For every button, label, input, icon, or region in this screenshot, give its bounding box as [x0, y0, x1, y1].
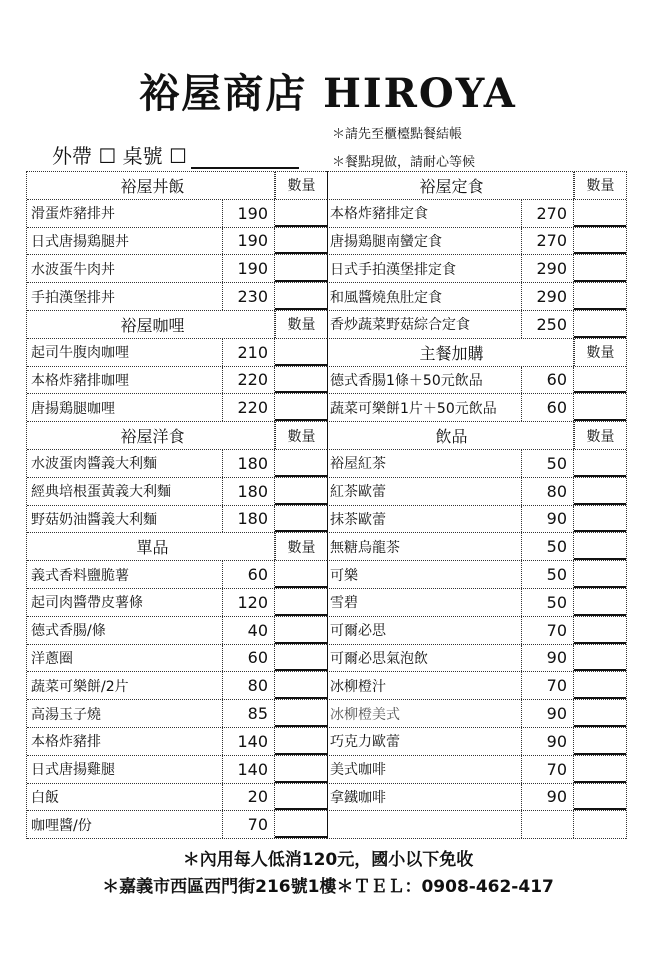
item-name: 德式香腸1條＋50元飲品: [326, 367, 522, 394]
section-title: 飲品: [326, 422, 574, 449]
quantity-blank: [275, 645, 327, 672]
quantity-header: 數量: [275, 422, 327, 449]
item-price: 140: [223, 756, 275, 783]
quantity-blank: [574, 728, 626, 755]
menu-item: [326, 561, 626, 589]
quantity-blank: [574, 311, 626, 338]
menu-item: [27, 228, 327, 256]
section-title: 裕屋洋食: [27, 422, 275, 449]
menu-item: [326, 311, 626, 339]
item-price: 210: [223, 339, 275, 366]
quantity-blank: [275, 589, 327, 616]
quantity-blank: [574, 533, 626, 560]
item-name: 日式唐揚鶏腿丼: [27, 228, 223, 255]
quantity-header: 數量: [574, 339, 626, 366]
menu-item: [27, 255, 327, 283]
section-header: [27, 533, 327, 561]
item-name: 雪碧: [326, 589, 522, 616]
item-price: 70: [223, 811, 275, 838]
menu-item: [326, 645, 626, 673]
section-title: 主餐加購: [326, 339, 574, 366]
quantity-blank: [574, 200, 626, 227]
item-name: 本格炸豬排咖哩: [27, 367, 223, 394]
section-header: [27, 311, 327, 339]
quantity-blank: [275, 450, 327, 477]
menu-item: [326, 200, 626, 228]
table-number-blank: [191, 149, 299, 169]
item-price: 90: [522, 784, 574, 811]
item-price: 290: [522, 255, 574, 282]
quantity-blank: [574, 700, 626, 727]
quantity-blank: [574, 756, 626, 783]
item-price: 230: [223, 283, 275, 310]
item-name: 拿鐵咖啡: [326, 784, 522, 811]
menu-item: [27, 589, 327, 617]
item-name: 無糖烏龍茶: [326, 533, 522, 560]
quantity-blank: [574, 255, 626, 282]
quantity-blank: [275, 506, 327, 533]
menu-item: [27, 617, 327, 645]
menu-item: [326, 756, 626, 784]
item-price: 50: [522, 589, 574, 616]
quantity-blank: [574, 478, 626, 505]
quantity-blank: [275, 367, 327, 394]
menu-item: [326, 255, 626, 283]
item-name: 日式唐揚雞腿: [27, 756, 223, 783]
item-price: 50: [522, 450, 574, 477]
section-header: [326, 339, 626, 367]
item-price: 60: [223, 561, 275, 588]
item-price: 190: [223, 228, 275, 255]
quantity-blank: [275, 228, 327, 255]
menu-item: [326, 811, 626, 839]
section-title: 裕屋咖哩: [27, 311, 275, 338]
menu-item: [326, 228, 626, 256]
menu-item: [27, 756, 327, 784]
menu-item: [326, 367, 626, 395]
item-price: 90: [522, 728, 574, 755]
item-name: 高湯玉子燒: [27, 700, 223, 727]
footer-address: ＊嘉義市西區西門街216號1樓＊ＴＥＬ：0908-462-417: [102, 877, 554, 897]
item-name: 蔬菜可樂餅/2片: [27, 672, 223, 699]
item-name: 起司肉醬帶皮薯條: [27, 589, 223, 616]
menu-item: [27, 200, 327, 228]
quantity-blank: [574, 450, 626, 477]
menu-item: [326, 617, 626, 645]
menu-item: [27, 784, 327, 812]
menu-item: [326, 728, 626, 756]
item-price: 60: [522, 367, 574, 394]
quantity-header: 數量: [275, 311, 327, 338]
item-price: 270: [522, 200, 574, 227]
item-name: [326, 811, 522, 838]
menu-item: [27, 367, 327, 395]
quantity-blank: [275, 255, 327, 282]
quantity-blank: [275, 617, 327, 644]
quantity-blank: [574, 506, 626, 533]
quantity-blank: [275, 672, 327, 699]
item-name: 可爾必思: [326, 617, 522, 644]
item-name: 本格炸豬排定食: [326, 200, 522, 227]
menu-item: [326, 478, 626, 506]
quantity-blank: [574, 672, 626, 699]
item-name: 經典培根蛋黃義大利麵: [27, 478, 223, 505]
item-name: 野菇奶油醬義大利麵: [27, 506, 223, 533]
menu-item: [326, 784, 626, 812]
section-title: 裕屋丼飯: [27, 172, 275, 199]
menu-item: [326, 450, 626, 478]
item-price: 70: [522, 617, 574, 644]
quantity-blank: [574, 784, 626, 811]
menu-item: [27, 394, 327, 422]
item-name: 水波蛋肉醬義大利麵: [27, 450, 223, 477]
item-name: 蔬菜可樂餅1片＋50元飲品: [326, 394, 522, 421]
section-title: 裕屋定食: [326, 172, 574, 199]
item-price: 270: [522, 228, 574, 255]
item-price: 70: [522, 756, 574, 783]
quantity-blank: [574, 394, 626, 421]
menu-item: [27, 506, 327, 534]
menu-right-column: [326, 171, 627, 839]
quantity-blank: [275, 339, 327, 366]
item-name: 洋蔥圈: [27, 645, 223, 672]
quantity-header: 數量: [275, 172, 327, 199]
item-price: 90: [522, 645, 574, 672]
menu-item: [27, 728, 327, 756]
item-price: 80: [522, 478, 574, 505]
item-price: 190: [223, 255, 275, 282]
menu-left-column: [26, 171, 328, 839]
quantity-blank: [275, 561, 327, 588]
item-name: 可樂: [326, 561, 522, 588]
item-price: 180: [223, 506, 275, 533]
quantity-header: 數量: [275, 533, 327, 560]
item-name: 水波蛋牛肉丼: [27, 255, 223, 282]
item-name: 唐揚鶏腿南蠻定食: [326, 228, 522, 255]
item-name: 手拍漢堡排丼: [27, 283, 223, 310]
item-price: 50: [522, 561, 574, 588]
item-name: 白飯: [27, 784, 223, 811]
item-name: 咖哩醬/份: [27, 811, 223, 838]
item-name: 滑蛋炸豬排丼: [27, 200, 223, 227]
item-name: 裕屋紅茶: [326, 450, 522, 477]
menu-item: [27, 478, 327, 506]
quantity-blank: [275, 283, 327, 310]
item-name: 冰柳橙汁: [326, 672, 522, 699]
menu-item: [27, 561, 327, 589]
quantity-blank: [275, 478, 327, 505]
menu-item: [326, 394, 626, 422]
item-name: 抹茶歐蕾: [326, 506, 522, 533]
menu-item: [27, 811, 327, 839]
footer-min-charge: ＊內用每人低消120元，國小以下免收: [182, 850, 474, 870]
quantity-header: 數量: [574, 422, 626, 449]
menu-item: [326, 506, 626, 534]
item-price: 140: [223, 728, 275, 755]
item-price: 60: [522, 394, 574, 421]
item-name: 美式咖啡: [326, 756, 522, 783]
item-price: [522, 811, 574, 838]
quantity-blank: [574, 811, 626, 838]
menu-item: [326, 283, 626, 311]
item-price: 85: [223, 700, 275, 727]
quantity-blank: [275, 700, 327, 727]
quantity-blank: [574, 561, 626, 588]
item-price: 20: [223, 784, 275, 811]
quantity-blank: [275, 784, 327, 811]
quantity-blank: [275, 200, 327, 227]
item-price: 90: [522, 506, 574, 533]
menu-item: [27, 450, 327, 478]
item-name: 本格炸豬排: [27, 728, 223, 755]
section-header: [27, 172, 327, 200]
section-header: [326, 422, 626, 450]
item-price: 190: [223, 200, 275, 227]
quantity-header: 數量: [574, 172, 626, 199]
order-type-label: 外帶 ☐ 桌號 ☐: [52, 144, 187, 168]
quantity-blank: [574, 367, 626, 394]
note-checkout: ＊請先至櫃檯點餐結帳: [332, 127, 463, 142]
item-price: 70: [522, 672, 574, 699]
item-price: 220: [223, 394, 275, 421]
quantity-blank: [275, 811, 327, 838]
item-price: 220: [223, 367, 275, 394]
quantity-blank: [574, 589, 626, 616]
item-price: 90: [522, 700, 574, 727]
item-name: 德式香腸/條: [27, 617, 223, 644]
item-name: 唐揚鶏腿咖哩: [27, 394, 223, 421]
section-title: 單品: [27, 533, 275, 560]
item-name: 巧克力歐蕾: [326, 728, 522, 755]
item-price: 40: [223, 617, 275, 644]
menu-item: [326, 672, 626, 700]
item-name: 起司牛腹肉咖哩: [27, 339, 223, 366]
quantity-blank: [574, 283, 626, 310]
menu-item: [326, 533, 626, 561]
page-title: 裕屋商店 HIROYA: [139, 70, 517, 117]
item-name: 和風醬燒魚肚定食: [326, 283, 522, 310]
item-price: 180: [223, 450, 275, 477]
item-price: 120: [223, 589, 275, 616]
quantity-blank: [574, 645, 626, 672]
item-name: 冰柳橙美式: [326, 700, 522, 727]
quantity-blank: [275, 756, 327, 783]
item-name: 香炒蔬菜野菇綜合定食: [326, 311, 522, 338]
item-name: 義式香料鹽脆薯: [27, 561, 223, 588]
item-price: 80: [223, 672, 275, 699]
item-price: 250: [522, 311, 574, 338]
menu-item: [27, 700, 327, 728]
order-type: [52, 140, 299, 169]
item-name: 日式手拍漢堡排定食: [326, 255, 522, 282]
item-price: 50: [522, 533, 574, 560]
item-name: 紅茶歐蕾: [326, 478, 522, 505]
quantity-blank: [275, 394, 327, 421]
item-price: 60: [223, 645, 275, 672]
menu-item: [326, 589, 626, 617]
section-header: [27, 422, 327, 450]
menu-item: [27, 339, 327, 367]
menu-item: [27, 283, 327, 311]
menu-item: [27, 672, 327, 700]
item-price: 180: [223, 478, 275, 505]
note-wait: ＊餐點現做，請耐心等候: [332, 155, 476, 170]
menu-item: [27, 645, 327, 673]
menu-item: [326, 700, 626, 728]
section-header: [326, 172, 626, 200]
item-price: 290: [522, 283, 574, 310]
quantity-blank: [275, 728, 327, 755]
quantity-blank: [574, 617, 626, 644]
item-name: 可爾必思氣泡飲: [326, 645, 522, 672]
quantity-blank: [574, 228, 626, 255]
